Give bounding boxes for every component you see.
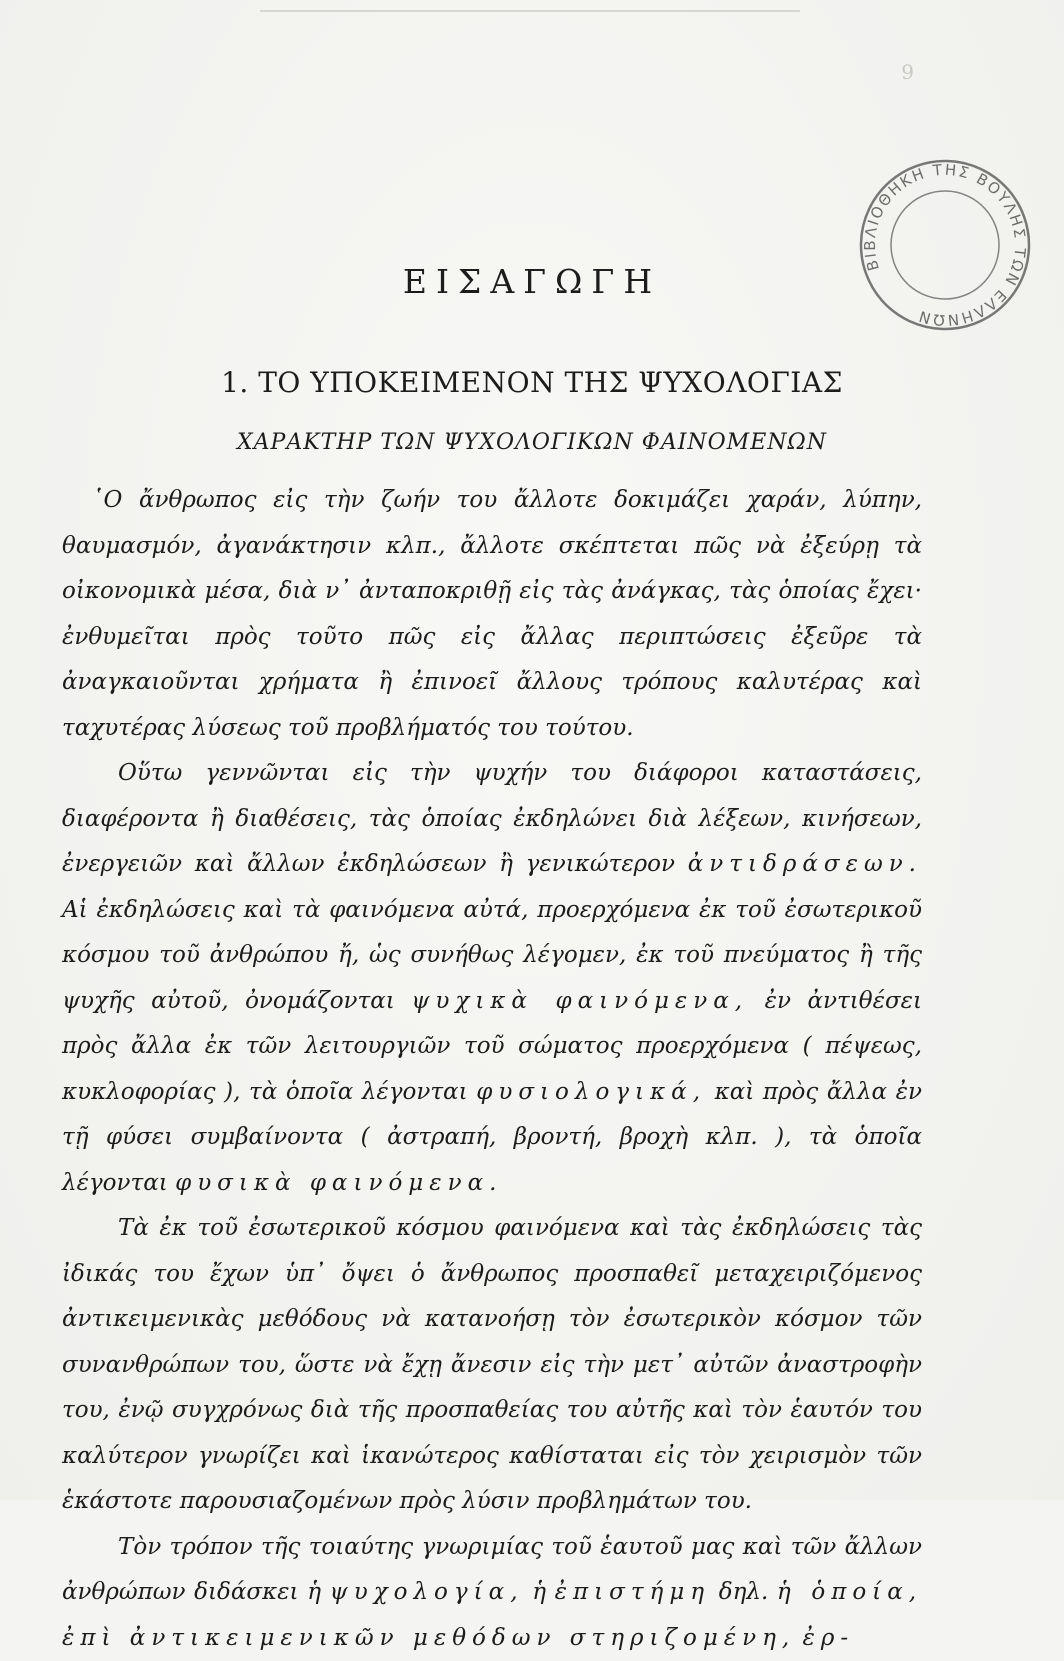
- svg-text:ΒΙΒΛΙΟΘΗΚΗ ΤΗΣ ΒΟΥΛΗΣ ΤΩΝ ΕΛΛΗ: [850, 150, 1040, 340]
- spaced-term-antidraseon: ἀντιδράσεων.: [688, 851, 922, 877]
- spaced-term-methodon: ἐπὶ ἀντικειμενικῶν μεθόδων στηριζομένη,: [62, 1625, 795, 1651]
- paragraph-2-text-a: Οὕτω γεννῶνται εἰς τὴν ψυχήν του διάφοροι καταστάσεις, διαφέροντα ἢ διαθέσεις, τὰς ὁποίας ἐκδηλώνει διὰ λέξεων, κινήσεων, ἐνεργειῶν καὶ ἄλλων ἐκδηλώσεων ἢ γενικώτερον: [62, 760, 922, 877]
- stamp-text: ΒΙΒΛΙΟΘΗΚΗ ΤΗΣ ΒΟΥΛΗΣ ΤΩΝ ΕΛΛΗΝΩΝ: [850, 150, 1040, 340]
- library-stamp: [850, 150, 1040, 340]
- paragraph-4-text-e: δηλ.: [719, 1579, 769, 1605]
- page-number: 9: [901, 60, 914, 84]
- chapter-heading: ΕΙΣΑΓΩΓΗ: [0, 262, 1064, 301]
- paragraph-4: [62, 1525, 922, 1661]
- spaced-term-physiologika: φυσιολογικά,: [476, 1079, 706, 1105]
- section-title: 1. ΤΟ ΥΠΟΚΕΙΜΕΝΟΝ ΤΗΣ ΨΥΧΟΛΟΓΙΑΣ: [0, 366, 1064, 399]
- paragraph-1: ῾Ο ἄνθρωπος εἰς τὴν ζωήν του ἄλλοτε δοκιμάζει χαράν, λύπην, θαυμασμόν, ἀγανάκτησιν κλπ., ἄλλοτε σκέπτεται πῶς νὰ ἐξεύρῃ τὰ οἰκονομικὰ μέσα, διὰ ν᾽ ἀνταποκριθῇ εἰς τὰς ἀνάγκας, τὰς ὁποίας ἔχει· ἐνθυμεῖται πρὸς τοῦτο πῶς εἰς ἄλλας περιπτώσεις ἐξεῦρε τὰ ἀναγκαιοῦνται χρήματα ἢ ἐπινοεῖ ἄλλους τρόπους καλυτέρας καὶ ταχυτέρας λύσεως τοῦ προβλήματός του τούτου.: [62, 478, 922, 751]
- section-subtitle: ΧΑΡΑΚΤΗΡ ΤΩΝ ΨΥΧΟΛΟΓΙΚΩΝ ΦΑΙΝΟΜΕΝΩΝ: [0, 430, 1064, 455]
- spaced-term-er: ἐρ-: [803, 1625, 855, 1651]
- top-edge-mark: [260, 10, 800, 12]
- paragraph-4-text-c: ἡ: [532, 1579, 546, 1605]
- paragraph-2: [62, 751, 922, 1206]
- paragraph-2-text-g: καὶ πρὸς ἄλλα ἐν τῇ φύσει συμβαίνοντα ( ἀστραπή, βροντή, βροχὴ κλπ. ), τὰ ὁποῖα λέγονται: [62, 1079, 922, 1196]
- paragraph-3: Τὰ ἐκ τοῦ ἐσωτερικοῦ κόσμου φαινόμενα καὶ τὰς ἐκδηλώσεις τὰς ἰδικάς του ἔχων ὑπ᾽ ὄψει ὁ ἄνθρωπος προσπαθεῖ μεταχειριζόμενος ἀντικειμενικὰς μεθόδους νὰ κατανοήσῃ τὸν ἐσωτερικὸν κόσμον τῶν συνανθρώπων του, ὥστε νὰ ἔχῃ ἄνεσιν εἰς τὴν μετ᾽ αὐτῶν ἀναστροφὴν του, ἐνῷ συγχρόνως διὰ τῆς προσπαθείας του αὐτῆς καὶ τὸν ἑαυτόν του καλύτερον γνωρίζει καὶ ἱκανώτερος καθίσταται εἰς τὸν χειρισμὸν τῶν ἑκάστοτε παρουσιαζομένων πρὸς λύσιν προβλημάτων του.: [62, 1206, 922, 1525]
- paragraph-4-text-a: Τὸν τρόπον τῆς τοιαύτης γνωριμίας τοῦ ἑαυτοῦ μας καὶ τῶν ἄλλων ἀνθρώπων διδάσκει ἡ: [62, 1534, 922, 1606]
- spaced-term-psychologia: ψυχολογία,: [330, 1579, 524, 1605]
- spaced-term-episteme: ἐπιστήμη: [555, 1579, 710, 1605]
- body-text: [62, 478, 922, 1661]
- spaced-term-physika: φυσικὰ φαινόμενα.: [175, 1170, 502, 1196]
- paragraph-2-text-e: ἐν ἀντιθέσει πρὸς ἄλλα ἐκ τῶν λειτουργιῶν τοῦ σώματος προερχόμενα ( πέψεως, κυκλοφορίας ), τὰ ὁποῖα λέγονται: [62, 988, 922, 1105]
- spaced-term-psychika: ψυχικὰ φαινόμενα,: [411, 988, 748, 1014]
- paragraph-2-text-c: Αἱ ἐκδηλώσεις καὶ τὰ φαινόμενα αὐτά, προερχόμενα ἐκ τοῦ ἐσωτερικοῦ κόσμου τοῦ ἀνθρώπου ἤ, ὡς συνήθως λέγομεν, ἐκ τοῦ πνεύματος ἢ τῆς ψυχῆς αὐτοῦ, ὀνομάζονται: [62, 897, 922, 1014]
- spaced-term-hopoia: ἡ ὁποία,: [777, 1579, 922, 1605]
